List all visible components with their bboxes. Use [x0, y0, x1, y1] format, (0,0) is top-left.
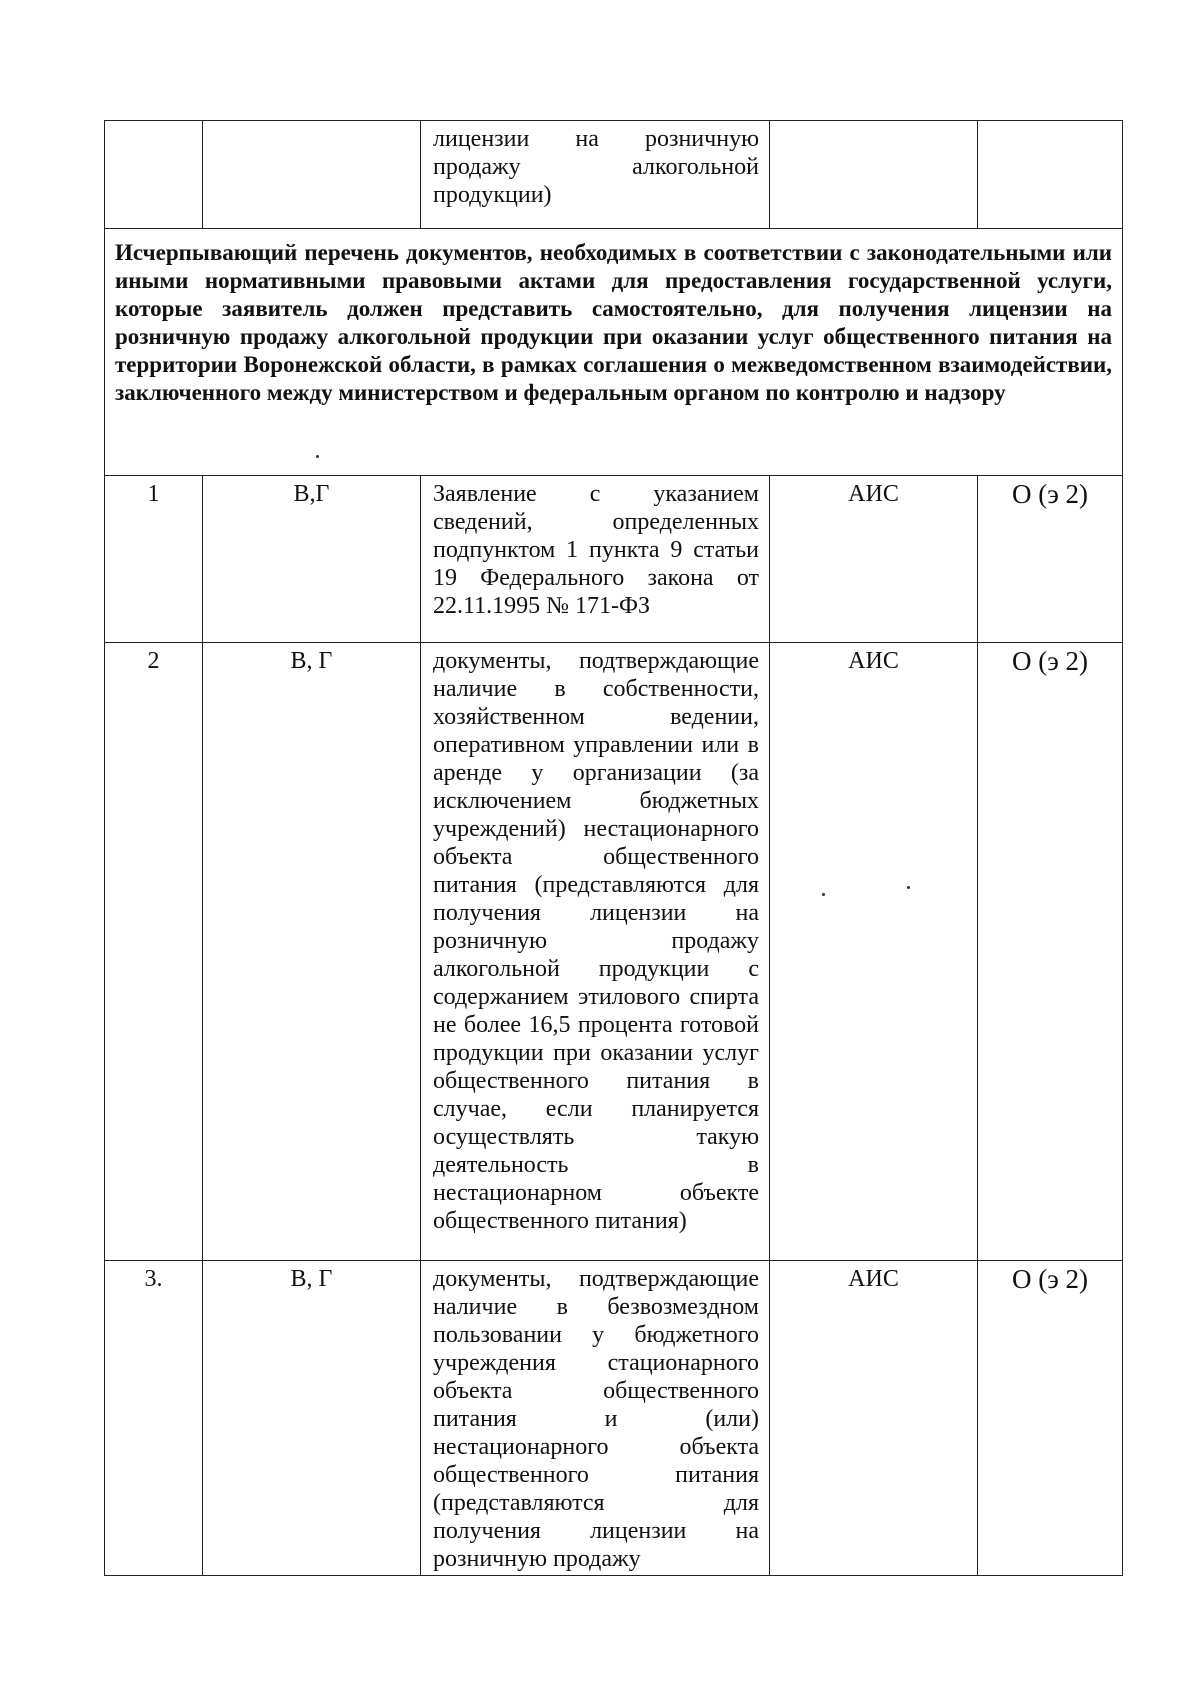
section-heading: Исчерпывающий перечень документов, необходимых в соответствии с законодательными или иными нормативными правовыми актами для предоставления государственной услуги, которые заявитель должен представить самостоятельно, для получения лицензии на розничную продажу алкогольной продукции при оказании услуг общественного питания на территории Воронежской области, в рамках соглашения о межведомственном взаимодействии, заключенного между министерством и федеральным органом по контролю и надзору [105, 229, 1123, 476]
table-row [105, 643, 1123, 1261]
continuation-text: лицензии на розничную продажу алкогольной продукции) [421, 121, 770, 229]
table-row-continuation [105, 121, 1123, 229]
row-source: АИС [770, 643, 978, 1261]
table-row [105, 476, 1123, 643]
row-number: 2 [105, 643, 203, 1261]
row-obligation: О (э 2) [978, 476, 1123, 643]
cell-empty [770, 121, 978, 229]
row-description: документы, подтверждающие наличие в безвозмездном пользовании у бюджетного учреждения стационарного объекта общественного питания и (или) нестационарного объекта общественного питания (представляются для получения лицензии на розничную продажу [421, 1261, 770, 1576]
row-number: 1 [105, 476, 203, 643]
row-codes: В, Г [203, 1261, 421, 1576]
scan-speck [316, 455, 319, 458]
row-codes: В,Г [203, 476, 421, 643]
row-codes: В, Г [203, 643, 421, 1261]
section-heading-row [105, 229, 1123, 476]
row-obligation: О (э 2) [978, 1261, 1123, 1576]
row-obligation: О (э 2) [978, 643, 1123, 1261]
scan-speck [907, 886, 910, 889]
row-description: документы, подтверждающие наличие в собственности, хозяйственном ведении, оперативном управлении или в аренде у организации (за исключением бюджетных учреждений) нестационарного объекта общественного питания (представляются для получения лицензии на розничную продажу алкогольной продукции с содержанием этилового спирта не более 16,5 процента готовой продукции при оказании услуг общественного питания в случае, если планируется осуществлять такую деятельность в нестационарном объекте общественного питания) [421, 643, 770, 1261]
table-row [105, 1261, 1123, 1576]
scan-speck [822, 893, 825, 896]
row-number: 3. [105, 1261, 203, 1576]
cell-empty [105, 121, 203, 229]
row-source: АИС [770, 476, 978, 643]
cell-empty [978, 121, 1123, 229]
cell-empty [203, 121, 421, 229]
row-description: Заявление с указанием сведений, определенных подпунктом 1 пункта 9 статьи 19 Федерального закона от 22.11.1995 № 171-ФЗ [421, 476, 770, 643]
row-source: АИС [770, 1261, 978, 1576]
documents-table [104, 120, 1123, 1576]
